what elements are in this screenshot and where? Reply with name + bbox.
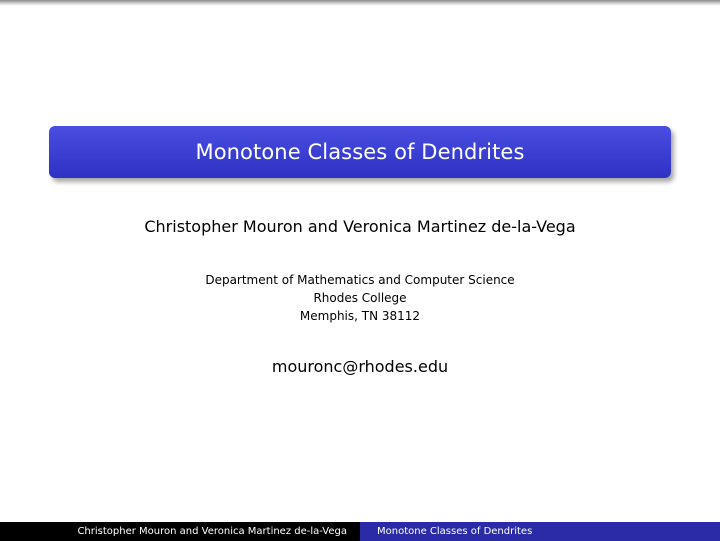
- affiliation-college: Rhodes College: [313, 291, 407, 305]
- top-shade-bar: [0, 0, 720, 6]
- title-box: [49, 126, 671, 178]
- affiliation-address: Memphis, TN 38112: [299, 309, 421, 323]
- email-address: mouronc@rhodes.edu: [271, 357, 449, 376]
- footer-title: Monotone Classes of Dendrites: [360, 522, 720, 541]
- footer-bar: [0, 522, 720, 541]
- affiliation-block: [0, 271, 720, 325]
- affiliation-department: Department of Mathematics and Computer Science: [205, 273, 515, 287]
- authors-line: Christopher Mouron and Veronica Martinez de-la-Vega: [144, 217, 576, 236]
- footer-authors: Christopher Mouron and Veronica Martinez de-la-Vega: [0, 522, 360, 541]
- slide-title: Monotone Classes of Dendrites: [195, 140, 525, 164]
